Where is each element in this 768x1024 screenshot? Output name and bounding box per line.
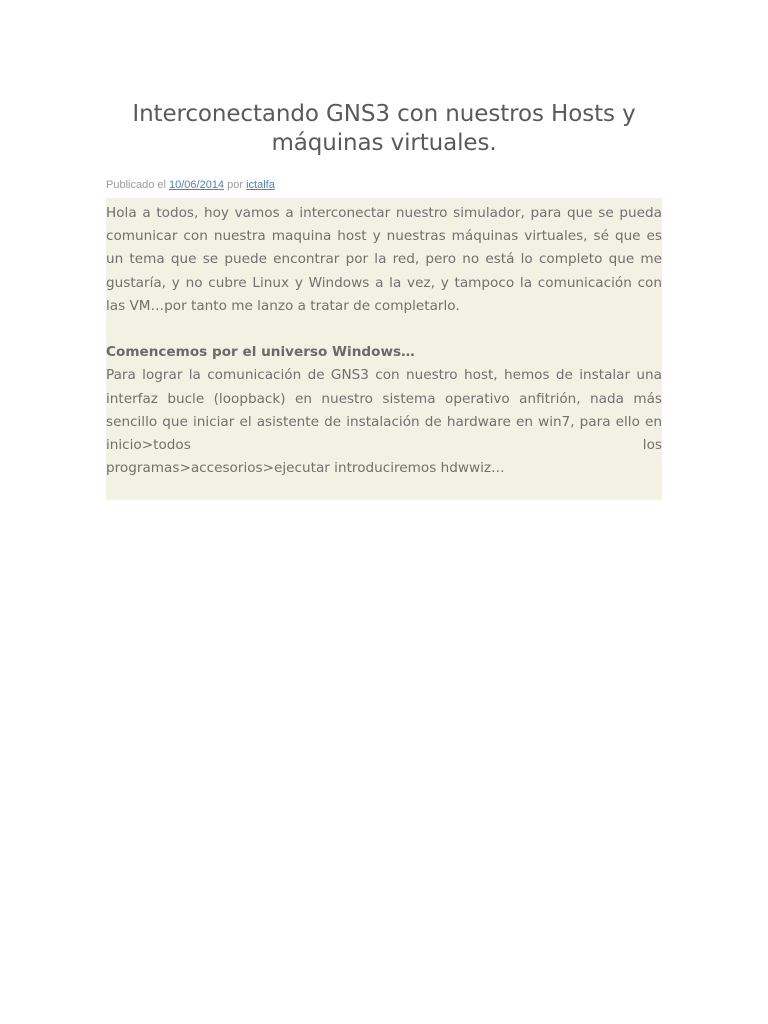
section-subheading: Comencemos por el universo Windows… <box>106 344 415 361</box>
article-title: Interconectando GNS3 con nuestros Hosts y máquinas virtuales. <box>132 101 636 156</box>
article <box>106 100 662 500</box>
published-prefix: Publicado el <box>106 179 166 191</box>
publish-date-link[interactable]: 10/06/2014 <box>169 179 225 191</box>
author-prefix: por <box>227 179 244 191</box>
author-link[interactable]: ictalfa <box>246 179 275 191</box>
body-paragraph: Para lograr la comunicación de GNS3 con nuestro host, hemos de instalar una interfaz bucle (loopback) en nuestro sistema operativo anfitrión, nada más sencillo que iniciar el asistente de instalación de hardware en win7, para ello en inicio>todos los <box>106 367 662 454</box>
body-paragraph-end: programas>accesorios>ejecutar introduciremos hdwwiz… <box>106 460 505 477</box>
article-excerpt <box>106 198 662 500</box>
intro-paragraph: Hola a todos, hoy vamos a interconectar nuestro simulador, para que se pueda comunicar con nuestra maquina host y nuestras máquinas virtuales, sé que es un tema que se puede encontrar por la red, pero no está lo completo que me gustaría, y no cubre Linux y Windows a la vez, y tampoco la comunicación con las VM…por tanto me lanzo a tratar de completarlo. <box>106 205 662 314</box>
article-meta <box>106 178 662 192</box>
paragraph-spacer <box>106 318 662 341</box>
